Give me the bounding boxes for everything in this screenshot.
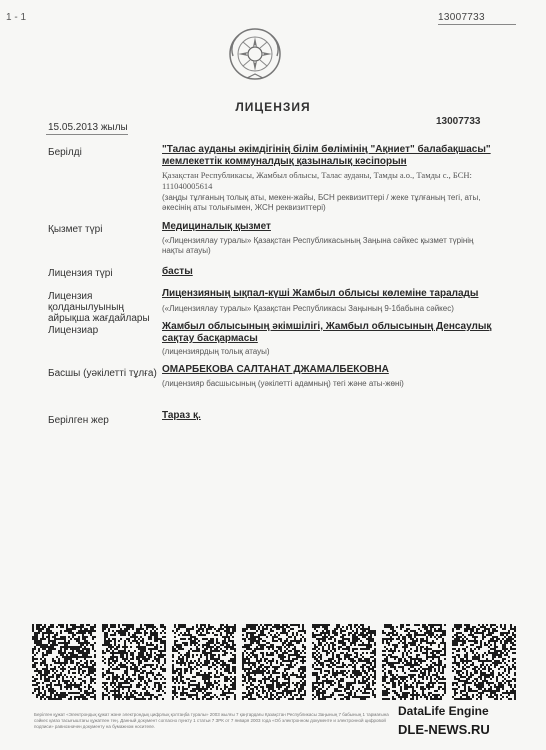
issued-to-note-line1: (заңды тұлғаның толық аты, мекен-жайы, БСН реквизиттері / жеке тұлғаның тегі, аты,	[162, 193, 481, 202]
conditions-label-line2: қолданылуының	[48, 302, 124, 313]
conditions-note: («Лицензиялау туралы» Қазақстан Республикасы Заңының 9-1бабына сәйкес)	[162, 304, 454, 313]
barcode-1	[32, 624, 96, 700]
document-title: ЛИЦЕНЗИЯ	[235, 100, 311, 114]
activity-type-label: Қызмет түрі	[48, 224, 103, 235]
barcode-6	[382, 624, 446, 700]
issued-to-address-line2: 111040005614	[162, 181, 213, 191]
footer-legal-text: Берілген құжат «Электрондық құжат және электрондық цифрлық қолтаңба туралы» 2003 жылғы 7 қаңтардағы Қазақстан Республикасы Заңының 7 бабының 1 тармағына сәйкес қағаз тасығыштағы құжатпен тең. Данный документ согласно пункту 1 статьи 7 ЗРК от 7 января 2003 года «Об электронном документе и электронной цифровой подписи» равнозначен документу на бумажном носителе.	[34, 712, 389, 729]
issued-to-address-line1: Қазақстан Республикасы, Жамбыл облысы, Талас ауданы, Тамды а.о., Тамды с., БСН:	[162, 170, 472, 180]
licensor-label: Лицензиар	[48, 325, 99, 336]
conditions-label-line1: Лицензия	[48, 291, 93, 302]
barcode-5	[312, 624, 376, 700]
issued-to-note-line2: әкесінің аты толығымен, ЖСН реквизиттері)	[162, 203, 326, 212]
license-type-value: басты	[162, 266, 193, 277]
document-number: 13007733	[436, 116, 481, 127]
head-note: (лицензияр басшысының (уәкілетті адамның) тегі және аты-жөні)	[162, 379, 404, 388]
barcode-3	[172, 624, 236, 700]
barcode-strip	[32, 624, 516, 704]
watermark-line2: DLE-NEWS.RU	[398, 722, 490, 737]
place-value: Тараз қ.	[162, 410, 201, 421]
license-type-label: Лицензия түрі	[48, 268, 113, 279]
licensor-note: (лицензиярдың толық атауы)	[162, 347, 270, 356]
barcode-2	[102, 624, 166, 700]
state-emblem-icon	[227, 26, 283, 82]
licensor-value-line2: сақтау басқармасы	[162, 333, 258, 344]
activity-type-note-line2: нақты атауы)	[162, 246, 211, 255]
licensor-value-line1: Жамбыл облысының әкімшілігі, Жамбыл облысының Денсаулық	[162, 321, 492, 332]
barcode-7	[452, 624, 516, 700]
top-doc-number-underline	[438, 24, 516, 25]
conditions-value: Лицензияның ықпал-күші Жамбыл облысы көлеміне таралады	[162, 288, 479, 299]
head-label: Басшы (уәкілетті тұлға)	[48, 368, 157, 379]
top-doc-number: 13007733	[438, 12, 485, 23]
barcode-4	[242, 624, 306, 700]
place-label: Берілген жер	[48, 415, 109, 426]
activity-type-value: Медициналық қызмет	[162, 221, 271, 232]
issue-date: 15.05.2013 жылы	[48, 122, 128, 133]
activity-type-note-line1: («Лицензиялау туралы» Қазақстан Республикасының Заңына сәйкес қызмет түрінің	[162, 236, 474, 245]
watermark-line1: DataLife Engine	[398, 704, 489, 718]
issue-date-underline	[46, 134, 128, 135]
issued-to-label: Берілді	[48, 147, 82, 158]
issued-to-value-line2: мемлекеттік коммуналдық қазыналық кәсіпорын	[162, 156, 407, 167]
head-value: ОМАРБЕКОВА САЛТАНАТ ДЖАМАЛБЕКОВНА	[162, 364, 389, 375]
conditions-label-line3: айрықша жағдайлары	[48, 313, 150, 324]
page-marker: 1 - 1	[6, 12, 27, 23]
issued-to-value-line1: "Талас ауданы әкімдігінің білім бөлімінің "Ақниет" балабақшасы"	[162, 144, 491, 155]
